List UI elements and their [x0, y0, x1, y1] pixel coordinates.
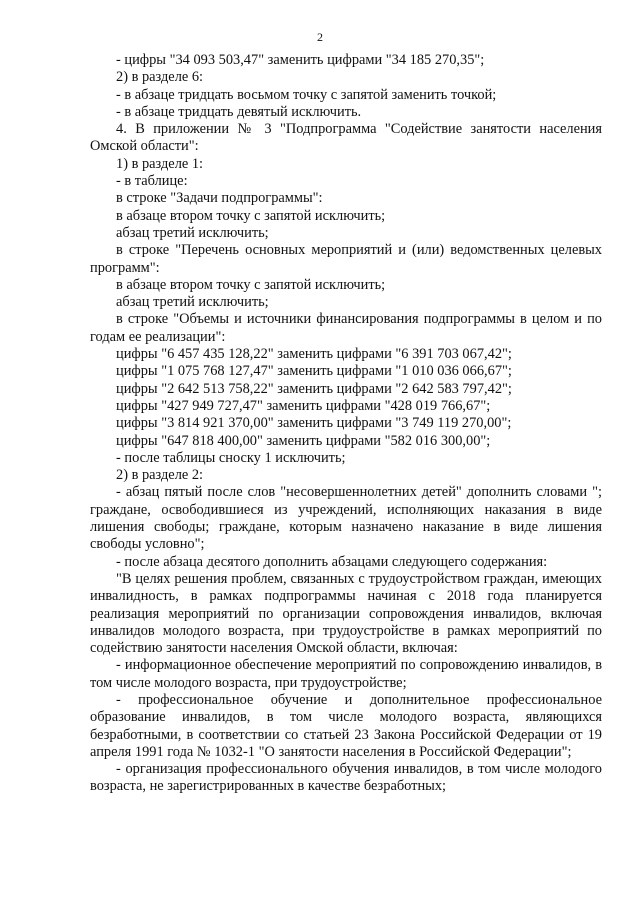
page-number: 2: [317, 30, 323, 44]
paragraph: 4. В приложении № 3 "Подпрограмма "Содействие занятости населения Омской области":: [90, 121, 602, 155]
paragraph: - организация профессионального обучения инвалидов, в том числе молодого возраста, не зарегистрированных в качестве безработных;: [90, 761, 602, 795]
paragraph: - после таблицы сноску 1 исключить;: [116, 449, 346, 466]
paragraph: в строке "Перечень основных мероприятий и (или) ведомственных целевых программ":: [90, 242, 602, 276]
paragraph: цифры "2 642 513 758,22" заменить цифрами "2 642 583 797,42";: [116, 380, 512, 397]
document-body: [90, 52, 602, 796]
paragraph: - в абзаце тридцать девятый исключить.: [116, 103, 362, 120]
paragraph: - информационное обеспечение мероприятий по сопровождению инвалидов, в том числе молодого возраста, при трудоустройстве;: [90, 657, 602, 691]
paragraph: в строке "Объемы и источники финансирования подпрограммы в целом и по годам ее реализации":: [90, 311, 602, 345]
paragraph: - после абзаца десятого дополнить абзацами следующего содержания:: [116, 553, 548, 570]
paragraph: цифры "3 814 921 370,00" заменить цифрами "3 749 119 270,00";: [116, 415, 512, 432]
paragraph: цифры "647 818 400,00" заменить цифрами "582 016 300,00";: [116, 432, 491, 449]
paragraph: - в таблице:: [116, 173, 188, 190]
paragraph: - цифры "34 093 503,47" заменить цифрами "34 185 270,35";: [116, 52, 485, 68]
paragraph: абзац третий исключить;: [116, 224, 269, 241]
paragraph: - абзац пятый после слов "несовершеннолетних детей" дополнить словами "; граждане, освободившиеся из учреждений, исполняющих наказания в виде лишения свободы; граждане, которым назначено наказание в виде лишения свободы условно";: [90, 484, 602, 553]
paragraph: "В целях решения проблем, связанных с трудоустройством граждан, имеющих инвалидность, в рамках подпрограммы начиная с 2018 года планируется реализация мероприятий по организации сопровождения инвалидов, включая инвалидов молодого возраста, при трудоустройстве в рамках мероприятий по содействию занятости населения Омской области, включая:: [90, 570, 602, 657]
paragraph: - профессиональное обучение и дополнительное профессиональное образование инвалидов, в том числе молодого возраста, являющихся безработными, в соответствии со статьей 23 Закона Российской Федерации от 19 апреля 1991 года № 1032-1 "О занятости населения в Российской Федерации";: [90, 691, 602, 760]
paragraph: 1) в разделе 1:: [116, 155, 204, 172]
paragraph: цифры "6 457 435 128,22" заменить цифрами "6 391 703 067,42";: [116, 346, 512, 363]
paragraph: в абзаце втором точку с запятой исключить;: [116, 276, 386, 293]
paragraph: в строке "Задачи подпрограммы":: [116, 190, 323, 207]
paragraph: абзац третий исключить;: [116, 294, 269, 311]
paragraph: 2) в разделе 6:: [116, 69, 204, 86]
paragraph: цифры "427 949 727,47" заменить цифрами "428 019 766,67";: [116, 397, 491, 414]
paragraph: в абзаце втором точку с запятой исключить;: [116, 207, 386, 224]
paragraph: 2) в разделе 2:: [116, 467, 204, 484]
paragraph: цифры "1 075 768 127,47" заменить цифрами "1 010 036 066,67";: [116, 363, 512, 380]
paragraph: - в абзаце тридцать восьмом точку с запятой заменить точкой;: [116, 86, 497, 103]
